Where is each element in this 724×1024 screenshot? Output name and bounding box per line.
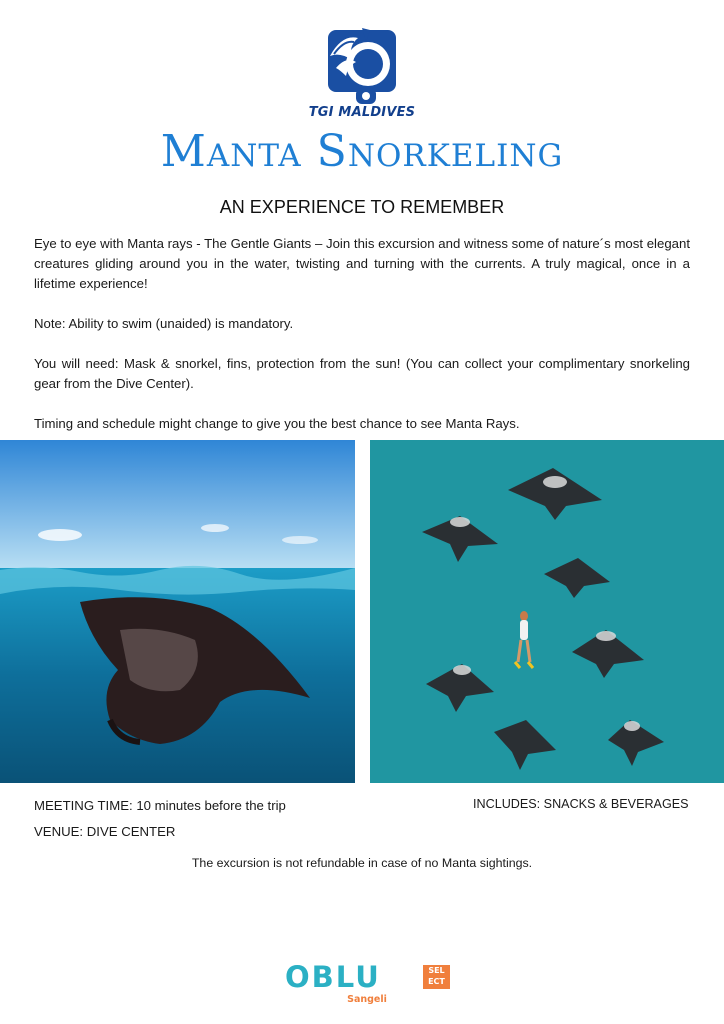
resort-location: Sangeli xyxy=(347,994,387,1005)
schedule-paragraph: Timing and schedule might change to give you the best chance to see Manta Rays. xyxy=(34,416,520,431)
page-subtitle: AN EXPERIENCE TO REMEMBER xyxy=(219,197,505,217)
requirements-paragraph: You will need: Mask & snorkel, fins, protection from the sun! (You can collect your complimentary snorkeling gear from the Dive Center). xyxy=(34,356,690,391)
aerial-mantas-photo xyxy=(370,440,724,783)
oblu-wordmark: OBLU xyxy=(285,960,381,994)
dive-mask-logo-icon xyxy=(322,26,402,106)
select-badge-line2: ECT xyxy=(428,977,445,986)
description-paragraph: Eye to eye with Manta rays - The Gentle Giants – Join this excursion and witness some of nature´s most elegant creatures gliding around you in the water, twisting and turning with the currents. A truly magical, once in a lifetime experience! xyxy=(34,236,690,291)
select-badge-line1: SEL xyxy=(428,966,445,975)
brand-name: TGI MALDIVES xyxy=(308,105,416,120)
venue-info: VENUE: DIVE CENTER xyxy=(34,824,176,839)
refund-note: The excursion is not refundable in case of no Manta sightings. xyxy=(191,856,533,870)
page-title: Manta Snorkeling xyxy=(160,126,564,177)
includes-info: INCLUDES: SNACKS & BEVERAGES xyxy=(473,797,689,811)
manta-underwater-photo xyxy=(0,440,355,783)
description xyxy=(34,234,690,454)
meeting-time: MEETING TIME: 10 minutes before the trip xyxy=(34,798,286,813)
oblu-select-logo xyxy=(282,960,452,1010)
note-paragraph: Note: Ability to swim (unaided) is mandatory. xyxy=(34,316,294,331)
select-badge xyxy=(423,965,450,989)
